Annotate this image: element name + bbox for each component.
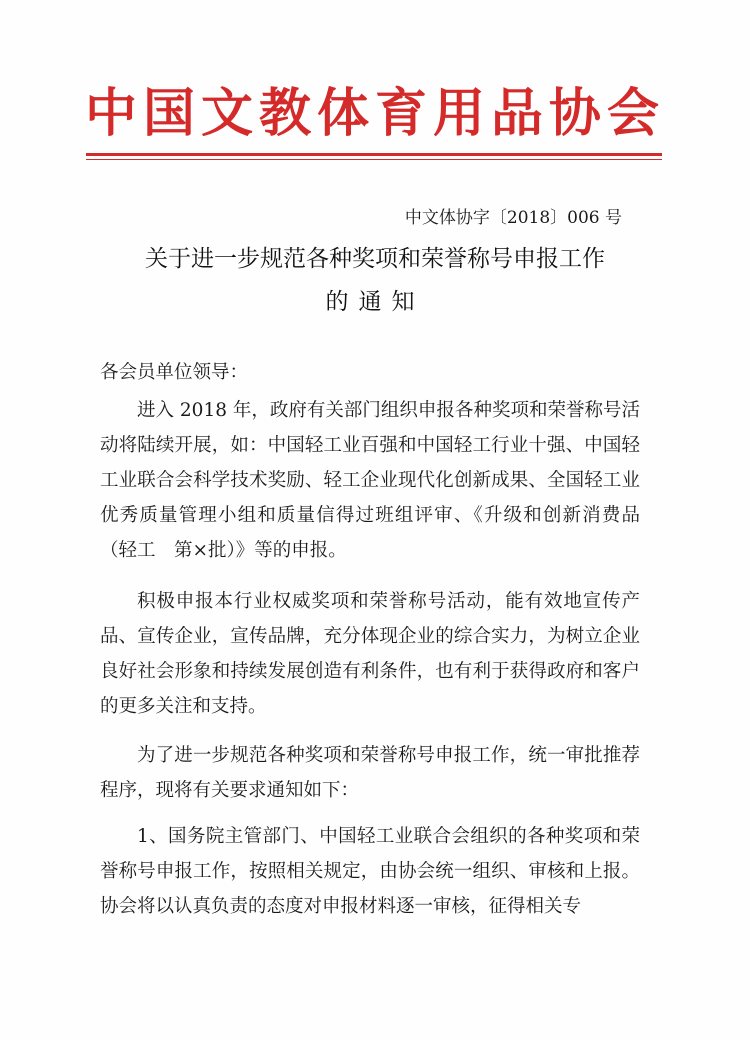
- letterhead-rule-thin: [86, 159, 662, 160]
- paragraph: 积极申报本行业权威奖项和荣誉称号活动，能有效地宣传产品、宣传企业，宣传品牌，充分体现企业的综合实力，为树立企业良好社会形象和持续发展创造有利条件，也有利于获得政府和客户的更多关注和支持。: [100, 591, 640, 717]
- document-number: 中文体协字〔2018〕006 号: [404, 208, 622, 228]
- letterhead-rule-thick: [86, 153, 662, 156]
- document-title-line-1: 关于进一步规范各种奖项和荣誉称号申报工作: [145, 246, 605, 272]
- paragraph: 为了进一步规范各种奖项和荣誉称号申报工作，统一审批推荐程序，现将有关要求通知如下：: [100, 745, 640, 801]
- document-title-line-2: 的通知: [325, 289, 425, 315]
- paragraph: 进入 2018 年，政府有关部门组织申报各种奖项和荣誉称号活动将陆续开展，如：中国轻工业百强和中国轻工行业十强、中国轻工业联合会科学技术奖励、轻工企业现代化创新成果、全国轻工业优秀质量管理小组和质量信得过班组评审、《升级和创新消费品（轻工 第×批）》等的申报。: [100, 400, 640, 561]
- paragraph: 1、国务院主管部门、中国轻工业联合会组织的各种奖项和荣誉称号申报工作，按照相关规定，由协会统一组织、审核和上报。协会将以认真负责的态度对申报材料逐一审核，征得相关专: [100, 826, 640, 917]
- letterhead-org-name: 中国文教体育用品协会: [84, 83, 665, 144]
- salutation: 各会员单位领导：: [100, 362, 249, 383]
